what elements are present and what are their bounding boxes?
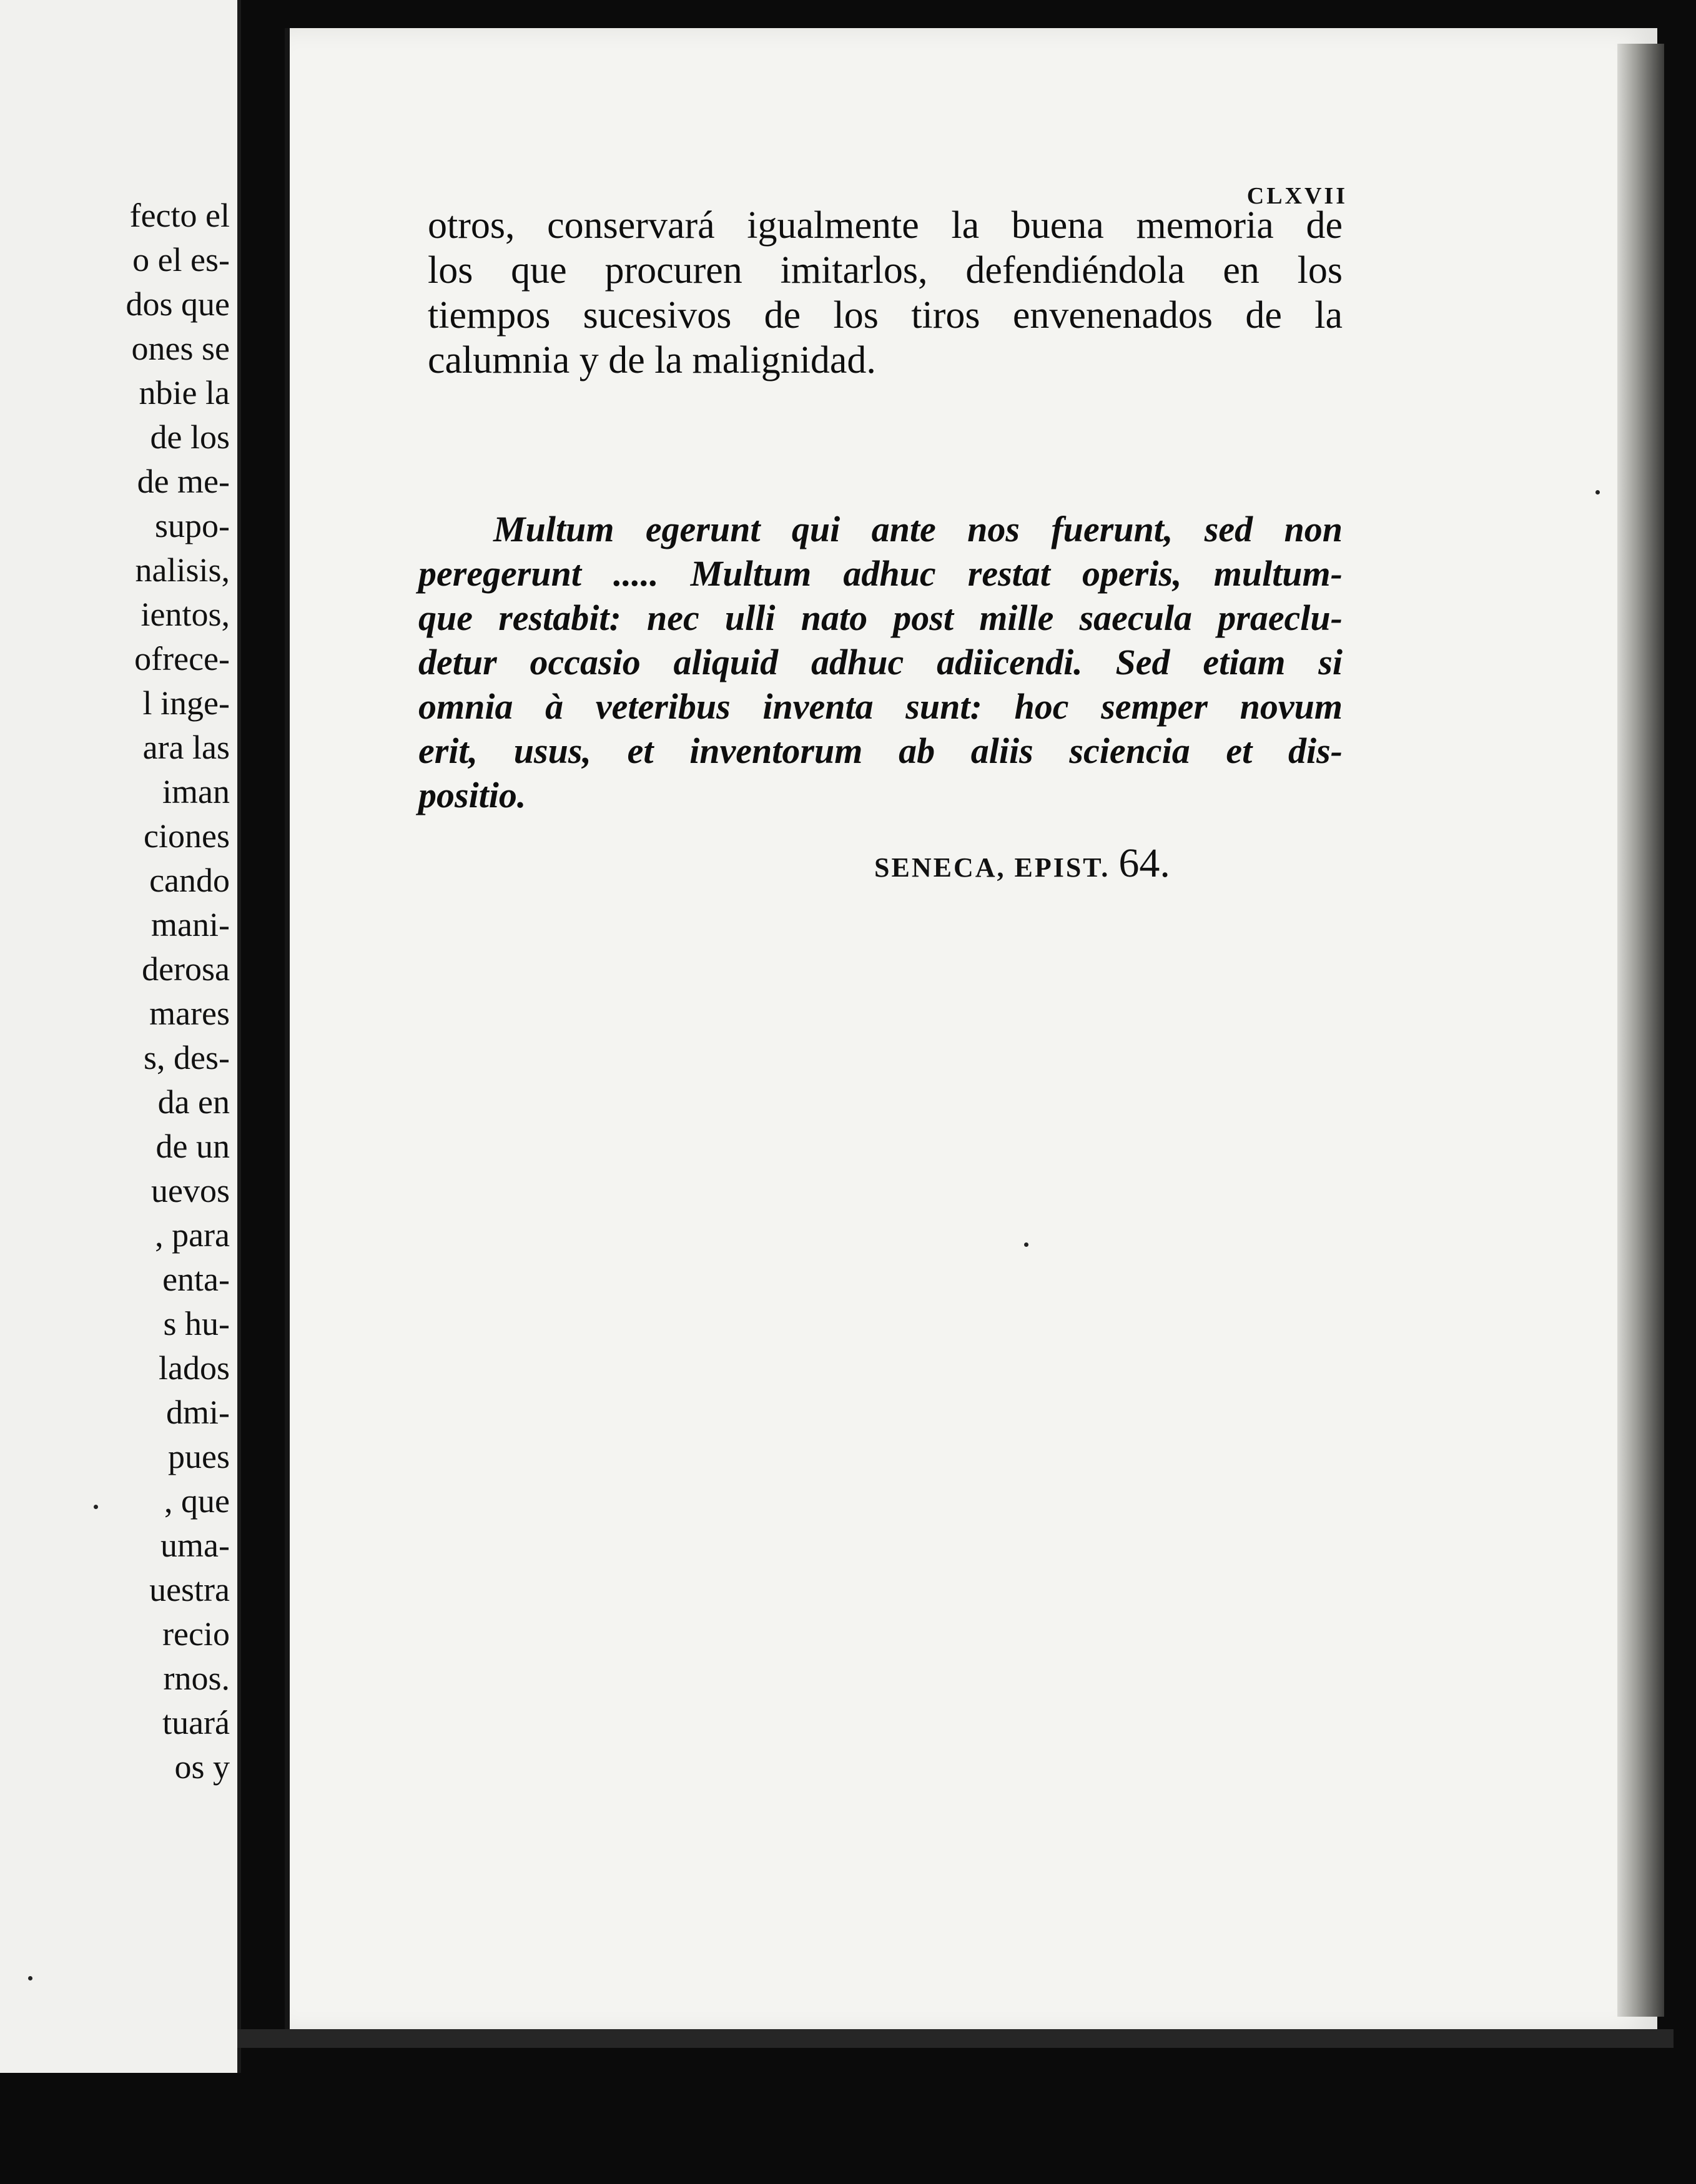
latin-quotation bbox=[418, 507, 1343, 817]
quote-line: positio. bbox=[418, 775, 526, 815]
ink-speck bbox=[94, 1505, 98, 1509]
paragraph-line: los que procuren imitarlos, defendiéndola en los bbox=[428, 249, 1343, 292]
ink-speck bbox=[1024, 1242, 1028, 1247]
quote-line: que restabit: nec ulli nato post mille saecula praeclu- bbox=[418, 598, 1343, 638]
facing-page-line: uevos bbox=[151, 1172, 230, 1209]
facing-page-line: mani- bbox=[151, 906, 230, 943]
facing-page-line: derosa bbox=[142, 950, 230, 988]
quote-line: omnia à veteribus inventa sunt: hoc semper novum bbox=[418, 686, 1343, 727]
facing-page-line: da en bbox=[157, 1083, 230, 1121]
facing-page-line: s, des- bbox=[144, 1039, 230, 1076]
facing-page-line: uestra bbox=[149, 1571, 230, 1608]
facing-page-line: de los bbox=[150, 418, 230, 456]
quote-line: detur occasio aliquid adhuc adiicendi. Sed etiam si bbox=[418, 642, 1343, 682]
facing-page-line: nbie la bbox=[139, 374, 230, 411]
facing-page-line: de un bbox=[155, 1128, 230, 1165]
facing-page-line: ofrece- bbox=[134, 640, 230, 677]
page-number: CLXVII bbox=[1246, 183, 1348, 209]
attribution-author: SENECA, EPIST. bbox=[874, 852, 1110, 883]
quote-line: erit, usus, et inventorum ab aliis sciencia et dis- bbox=[418, 730, 1343, 771]
attribution-epistle-number: 64. bbox=[1118, 840, 1170, 886]
facing-page-line: iman bbox=[162, 773, 230, 810]
facing-page-line: dos que bbox=[126, 285, 230, 323]
ink-speck bbox=[28, 1976, 32, 1980]
facing-page-line: uma- bbox=[160, 1527, 230, 1564]
quote-attribution bbox=[874, 840, 1170, 887]
facing-page-line: pues bbox=[168, 1438, 230, 1475]
facing-page-line: ara las bbox=[142, 729, 230, 766]
facing-page-line: lados bbox=[159, 1349, 230, 1387]
body-paragraph bbox=[428, 203, 1343, 383]
page-bottom-edge bbox=[237, 2029, 1674, 2048]
facing-page-fragment bbox=[0, 0, 241, 2073]
facing-page-line: dmi- bbox=[166, 1394, 230, 1431]
facing-page-line: supo- bbox=[155, 507, 230, 544]
facing-page-line: nalisis, bbox=[135, 551, 230, 589]
facing-page-line: recio bbox=[162, 1615, 230, 1653]
facing-page-line: enta- bbox=[162, 1261, 230, 1298]
facing-page-line: s hu- bbox=[163, 1305, 230, 1342]
paragraph-line: otros, conservará igualmente la buena memoria de bbox=[428, 204, 1343, 247]
facing-page-line: cando bbox=[149, 862, 230, 899]
facing-page-line: , para bbox=[155, 1216, 230, 1254]
facing-page-line: de me- bbox=[137, 463, 230, 500]
facing-page-line: ientos, bbox=[141, 596, 230, 633]
facing-page-line: ones se bbox=[131, 330, 230, 367]
facing-page-line: , que bbox=[164, 1482, 230, 1520]
facing-page-line: l inge- bbox=[142, 684, 230, 722]
facing-page-line: tuará bbox=[162, 1704, 230, 1741]
quote-line: peregerunt ..... Multum adhuc restat operis, multum- bbox=[418, 553, 1343, 594]
quote-line: Multum egerunt qui ante nos fuerunt, sed non bbox=[493, 509, 1343, 549]
facing-page-text bbox=[126, 194, 230, 1789]
facing-page-line: ciones bbox=[144, 817, 230, 855]
paragraph-line: calumnia y de la malignidad. bbox=[428, 339, 876, 381]
paragraph-line: tiempos sucesivos de los tiros envenenados de la bbox=[428, 294, 1343, 337]
page-edge-shadow bbox=[1617, 44, 1664, 2017]
facing-page-line: os y bbox=[174, 1748, 230, 1786]
ink-speck bbox=[1595, 490, 1600, 494]
facing-page-line: fecto el bbox=[129, 197, 230, 234]
facing-page-line: mares bbox=[149, 995, 230, 1032]
facing-page-line: rnos. bbox=[163, 1660, 230, 1697]
facing-page-line: o el es- bbox=[132, 241, 230, 278]
